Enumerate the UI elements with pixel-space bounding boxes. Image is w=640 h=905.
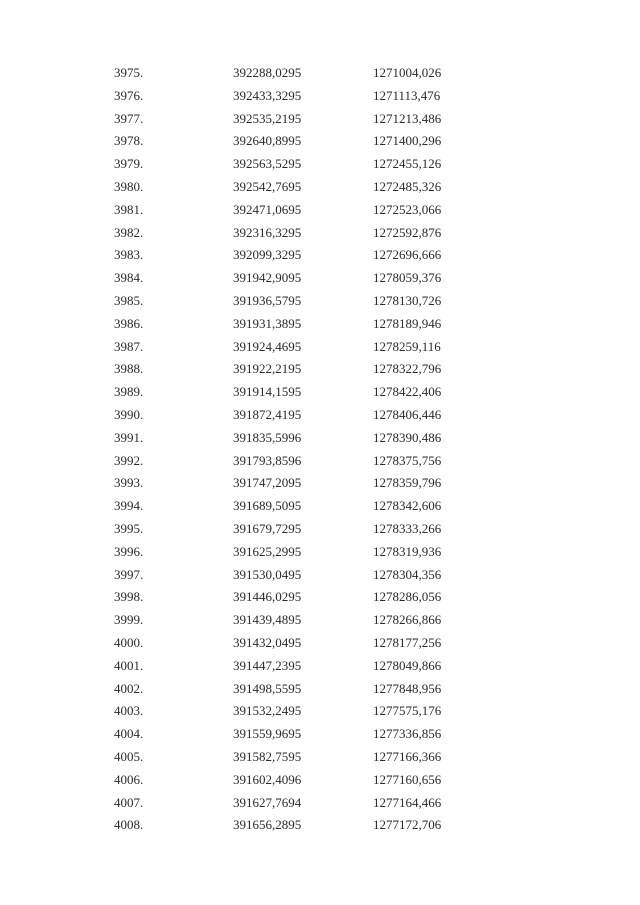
y-coordinate: 1278177,256 [373, 634, 442, 650]
y-coordinate: 1278359,796 [373, 475, 442, 491]
point-number: 3988. [114, 361, 144, 377]
x-coordinate: 391582,7595 [233, 748, 302, 764]
point-number: 3991. [114, 429, 144, 445]
y-coordinate: 1272696,666 [373, 247, 442, 263]
x-coordinate: 391530,0495 [233, 566, 302, 582]
x-coordinate: 391924,4695 [233, 338, 302, 354]
x-coordinate: 391656,2895 [233, 817, 302, 833]
y-coordinate: 1278406,446 [373, 406, 442, 422]
x-coordinate: 391747,2095 [233, 475, 302, 491]
y-coordinate: 1278059,376 [373, 270, 442, 286]
point-number: 3996. [114, 543, 144, 559]
y-coordinate: 1277336,856 [373, 726, 442, 742]
point-number: 3976. [114, 87, 144, 103]
y-coordinate: 1278049,866 [373, 657, 442, 673]
x-coordinate: 392099,3295 [233, 247, 302, 263]
y-coordinate: 1278333,266 [373, 520, 442, 536]
y-coordinate: 1278266,866 [373, 612, 442, 628]
x-coordinate: 391872,4195 [233, 406, 302, 422]
point-number: 4002. [114, 680, 144, 696]
y-coordinate: 1278130,726 [373, 292, 442, 308]
x-coordinate: 392535,2195 [233, 110, 302, 126]
x-coordinate: 391625,2995 [233, 543, 302, 559]
x-coordinate: 391922,2195 [233, 361, 302, 377]
x-coordinate: 391793,8596 [233, 452, 302, 468]
y-coordinate: 1277575,176 [373, 703, 442, 719]
x-coordinate: 392288,0295 [233, 65, 302, 80]
point-number: 3995. [114, 520, 144, 536]
point-number: 4003. [114, 703, 144, 719]
y-coordinate: 1278259,116 [373, 338, 441, 354]
x-coordinate: 392433,3295 [233, 87, 302, 103]
x-coordinate: 392316,3295 [233, 224, 302, 240]
point-number: 3981. [114, 201, 144, 217]
y-coordinate: 1271113,476 [373, 87, 441, 103]
point-number: 4000. [114, 634, 144, 650]
y-coordinate: 1272592,876 [373, 224, 442, 240]
point-number: 3992. [114, 452, 144, 468]
x-coordinate: 391627,7694 [233, 794, 302, 810]
point-number: 3982. [114, 224, 144, 240]
y-coordinate: 1278422,406 [373, 384, 442, 400]
x-coordinate: 391498,5595 [233, 680, 302, 696]
point-number: 3989. [114, 384, 144, 400]
y-coordinate: 1272455,126 [373, 156, 442, 172]
point-number: 3984. [114, 270, 144, 286]
y-coordinate: 1277166,366 [373, 748, 442, 764]
point-number: 3997. [114, 566, 144, 582]
x-coordinate: 392471,0695 [233, 201, 302, 217]
point-number: 4001. [114, 657, 144, 673]
point-number: 3978. [114, 133, 144, 149]
x-coordinate: 391439,4895 [233, 612, 302, 628]
point-number: 3994. [114, 498, 144, 514]
point-number: 4004. [114, 726, 144, 742]
y-coordinate: 1271004,026 [373, 65, 442, 80]
x-coordinate: 391559,9695 [233, 726, 302, 742]
point-number: 4007. [114, 794, 144, 810]
point-number: 3998. [114, 589, 144, 605]
x-coordinate: 392640,8995 [233, 133, 302, 149]
y-coordinate: 1278390,486 [373, 429, 442, 445]
x-coordinate: 391914,1595 [233, 384, 302, 400]
y-coordinate: 1278375,756 [373, 452, 442, 468]
point-number: 3990. [114, 406, 144, 422]
point-number: 3977. [114, 110, 144, 126]
point-number: 3999. [114, 612, 144, 628]
y-coordinate: 1278189,946 [373, 315, 442, 331]
point-number: 3975. [114, 65, 144, 80]
x-coordinate: 391936,5795 [233, 292, 302, 308]
y-coordinate: 1277848,956 [373, 680, 442, 696]
x-coordinate: 391931,3895 [233, 315, 302, 331]
x-coordinate: 391446,0295 [233, 589, 302, 605]
y-coordinate: 1272485,326 [373, 178, 442, 194]
y-coordinate: 1271213,486 [373, 110, 442, 126]
x-coordinate: 391432,0495 [233, 634, 302, 650]
x-coordinate: 391532,2495 [233, 703, 302, 719]
y-coordinate: 1278286,056 [373, 589, 442, 605]
x-coordinate: 391942,9095 [233, 270, 302, 286]
y-coordinate: 1278304,356 [373, 566, 442, 582]
point-number: 3980. [114, 178, 144, 194]
x-coordinate: 392563,5295 [233, 156, 302, 172]
point-number: 3979. [114, 156, 144, 172]
y-coordinate: 1277164,466 [373, 794, 442, 810]
x-coordinate: 391602,4096 [233, 771, 302, 787]
point-number: 4006. [114, 771, 144, 787]
y-coordinate: 1278322,796 [373, 361, 442, 377]
point-number: 3985. [114, 292, 144, 308]
y-coordinate: 1278319,936 [373, 543, 442, 559]
point-number: 3983. [114, 247, 144, 263]
y-coordinate: 1277160,656 [373, 771, 442, 787]
y-coordinate: 1271400,296 [373, 133, 442, 149]
y-coordinate: 1278342,606 [373, 498, 442, 514]
x-coordinate: 392542,7695 [233, 178, 302, 194]
x-coordinate: 391447,2395 [233, 657, 302, 673]
point-number: 4008. [114, 817, 144, 833]
point-number: 3986. [114, 315, 144, 331]
y-coordinate: 1272523,066 [373, 201, 442, 217]
point-number: 4005. [114, 748, 144, 764]
y-coordinate: 1277172,706 [373, 817, 442, 833]
x-coordinate: 391689,5095 [233, 498, 302, 514]
x-coordinate: 391835,5996 [233, 429, 302, 445]
point-number: 3987. [114, 338, 144, 354]
x-coordinate: 391679,7295 [233, 520, 302, 536]
point-number: 3993. [114, 475, 144, 491]
